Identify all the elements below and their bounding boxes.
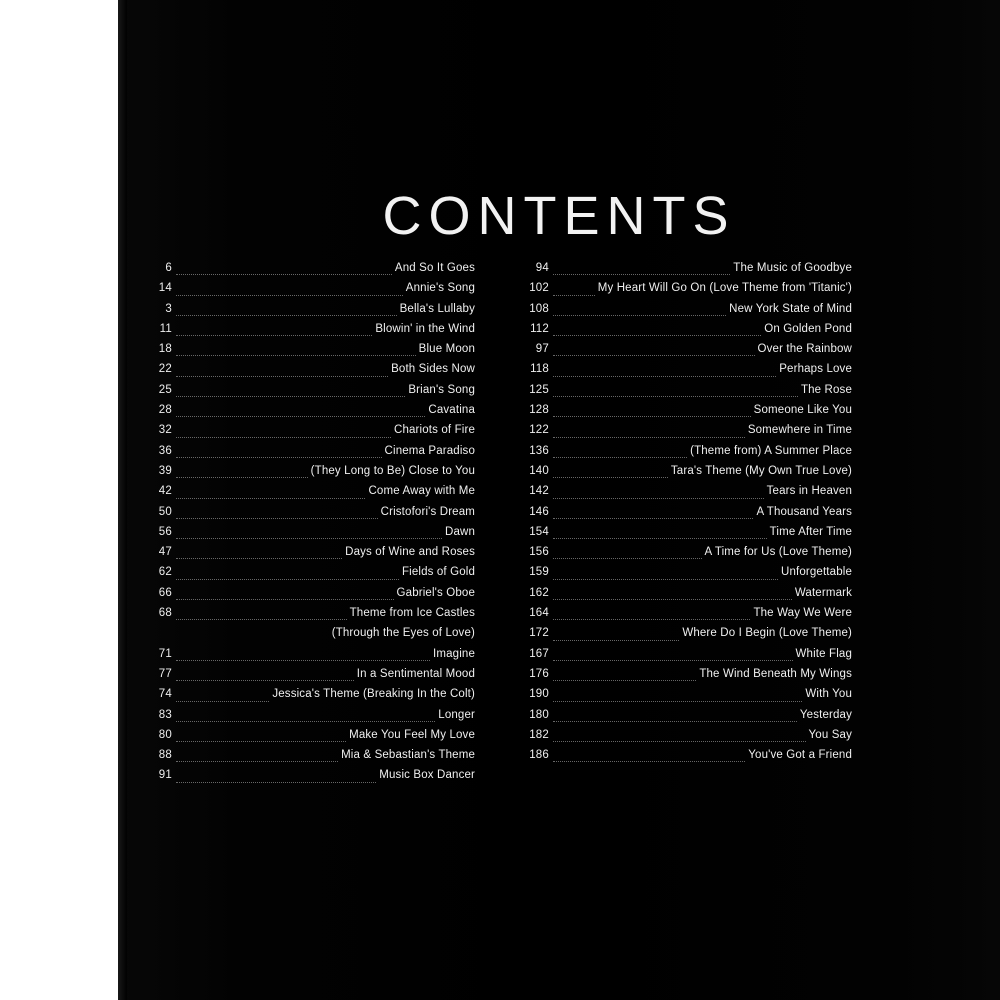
entry-title: Dawn [444, 525, 475, 538]
contents-entry[interactable] [527, 461, 852, 481]
entry-dot-leader [553, 578, 778, 580]
contents-entry[interactable] [150, 299, 475, 319]
entry-page-number: 80 [158, 728, 172, 741]
entry-dot-leader [553, 476, 668, 478]
entry-dot-leader [176, 456, 382, 458]
entry-title: Over the Rainbow [757, 343, 852, 356]
entry-dot-leader [176, 578, 399, 580]
entry-title: Blowin' in the Wind [375, 322, 475, 335]
entry-dot-leader [176, 740, 346, 742]
entry-dot-leader [176, 476, 308, 478]
entry-title: Make You Feel My Love [349, 728, 475, 741]
contents-entry[interactable] [150, 522, 475, 542]
entry-dot-leader [553, 334, 761, 336]
entry-page-number: 164 [529, 607, 549, 620]
entry-title: Cinema Paradiso [384, 444, 475, 457]
entry-title: Bella's Lullaby [399, 302, 475, 315]
entry-title: Come Away with Me [368, 485, 475, 498]
entry-page-number: 128 [529, 404, 549, 417]
entry-dot-leader [176, 618, 347, 620]
entry-title: And So It Goes [394, 262, 475, 274]
entry-dot-leader [176, 760, 338, 762]
entry-page-number: 190 [529, 688, 549, 701]
entry-page-number: 136 [529, 444, 549, 457]
entry-page-number: 125 [529, 383, 549, 396]
entry-title: The Rose [800, 383, 852, 396]
entry-title: Cavatina [428, 404, 475, 417]
entry-title: Someone Like You [753, 404, 852, 417]
entry-dot-leader [176, 395, 405, 397]
entry-title: Jessica's Theme (Breaking In the Colt) [272, 688, 475, 701]
entry-title: (They Long to Be) Close to You [310, 464, 475, 477]
entry-page-number: 112 [530, 322, 549, 335]
contents-entry[interactable] [527, 481, 852, 501]
entry-page-number: 88 [158, 749, 172, 762]
entry-dot-leader [553, 639, 679, 641]
contents-entry[interactable] [150, 400, 475, 420]
entry-dot-leader [553, 679, 696, 681]
contents-columns [150, 258, 970, 786]
entry-dot-leader [176, 517, 378, 519]
entry-title: Tara's Theme (My Own True Love) [670, 464, 852, 477]
entry-page-number: 83 [158, 708, 172, 721]
entry-page-number: 32 [158, 424, 172, 437]
contents-entry[interactable] [527, 441, 852, 461]
entry-dot-leader [176, 294, 403, 296]
entry-dot-leader [176, 415, 425, 417]
contents-entry[interactable] [150, 502, 475, 522]
contents-entry[interactable] [150, 441, 475, 461]
page-title: CONTENTS [382, 186, 736, 246]
entry-title: Unforgettable [781, 566, 852, 579]
entry-page-number: 97 [535, 343, 549, 356]
contents-entry[interactable] [150, 258, 475, 278]
contents-entry[interactable] [527, 339, 852, 359]
entry-dot-leader [176, 497, 365, 499]
entry-page-number: 159 [529, 566, 549, 579]
entry-page-number: 14 [158, 282, 172, 295]
contents-entry[interactable] [527, 380, 852, 400]
entry-page-number: 47 [158, 546, 172, 559]
contents-entry[interactable] [150, 461, 475, 481]
entry-page-number: 36 [158, 444, 172, 457]
entry-title: Yesterday [799, 708, 852, 721]
contents-entry[interactable] [527, 644, 852, 664]
contents-entry[interactable] [150, 603, 475, 644]
entry-page-number: 6 [165, 262, 172, 274]
entry-title: On Golden Pond [764, 322, 852, 335]
entry-page-number: 25 [158, 383, 172, 396]
entry-dot-leader [553, 375, 776, 377]
contents-entry[interactable] [527, 664, 852, 684]
entry-page-number: 3 [165, 302, 172, 315]
entry-page-number: 176 [529, 667, 549, 680]
entry-title: Longer [438, 708, 475, 721]
contents-entry[interactable] [150, 481, 475, 501]
entry-page-number: 180 [529, 708, 549, 721]
entry-title: My Heart Will Go On (Love Theme from 'Titanic') [597, 282, 852, 295]
entry-title: The Music of Goodbye [733, 262, 852, 274]
entry-page-number: 91 [158, 769, 172, 782]
entry-title: Brian's Song [408, 383, 475, 396]
entry-dot-leader [553, 537, 767, 539]
contents-entry[interactable] [527, 745, 852, 765]
entry-title: A Time for Us (Love Theme) [704, 546, 852, 559]
entry-page-number: 156 [529, 546, 549, 559]
entry-title: Theme from Ice Castles [349, 607, 475, 620]
entry-dot-leader [553, 720, 797, 722]
entry-page-number: 118 [530, 363, 549, 376]
contents-entry[interactable] [527, 420, 852, 440]
contents-entry[interactable] [150, 583, 475, 603]
contents-entry[interactable] [150, 319, 475, 339]
contents-entry[interactable] [527, 522, 852, 542]
entry-dot-leader [176, 700, 269, 702]
entry-title: The Way We Were [753, 607, 852, 620]
entry-dot-leader [176, 720, 435, 722]
entry-title: Gabriel's Oboe [396, 586, 475, 599]
contents-entry[interactable] [150, 359, 475, 379]
entry-title: Music Box Dancer [379, 769, 475, 782]
entry-page-number: 66 [158, 586, 172, 599]
entry-dot-leader [176, 334, 372, 336]
contents-entry[interactable] [527, 603, 852, 623]
entry-title: Mia & Sebastian's Theme [341, 749, 475, 762]
entry-page-number: 154 [529, 525, 549, 538]
entry-title: Imagine [433, 647, 475, 660]
entry-page-number: 146 [529, 505, 549, 518]
entry-dot-leader [553, 659, 793, 661]
entry-page-number: 62 [158, 566, 172, 579]
contents-entry[interactable] [150, 644, 475, 664]
entry-page-number: 22 [158, 363, 172, 376]
entry-dot-leader [553, 618, 750, 620]
contents-entry[interactable] [150, 705, 475, 725]
entry-page-number: 102 [529, 282, 549, 295]
entry-page-number: 18 [158, 343, 172, 356]
contents-entry[interactable] [527, 359, 852, 379]
entry-page-number: 39 [158, 464, 172, 477]
entry-page-number: 56 [158, 525, 172, 538]
entry-title: New York State of Mind [729, 302, 852, 315]
entry-page-number: 68 [158, 607, 172, 620]
entry-dot-leader [176, 537, 442, 539]
contents-entry[interactable] [527, 705, 852, 725]
entry-dot-leader [553, 598, 792, 600]
contents-entry[interactable] [527, 278, 852, 298]
entry-dot-leader [176, 273, 392, 275]
contents-entry[interactable] [150, 664, 475, 684]
entry-dot-leader [553, 497, 764, 499]
entry-dot-leader [176, 314, 397, 316]
entry-title: Tears in Heaven [766, 485, 852, 498]
entry-dot-leader [553, 436, 745, 438]
entry-title: Annie's Song [405, 282, 475, 295]
contents-entry[interactable] [150, 420, 475, 440]
entry-title-continued: (Through the Eyes of Love) [331, 627, 475, 640]
entry-title: With You [805, 688, 852, 701]
entry-dot-leader [176, 679, 354, 681]
entry-page-number: 94 [535, 262, 549, 274]
entry-page-number: 140 [529, 464, 549, 477]
entry-page-number: 50 [158, 505, 172, 518]
entry-title: Days of Wine and Roses [345, 546, 475, 559]
contents-entry[interactable] [150, 339, 475, 359]
contents-entry[interactable] [527, 583, 852, 603]
entry-title: Chariots of Fire [393, 424, 475, 437]
entry-dot-leader [176, 436, 391, 438]
contents-entry[interactable] [527, 502, 852, 522]
entry-dot-leader [553, 314, 726, 316]
contents-entry[interactable] [150, 562, 475, 582]
contents-entry[interactable] [150, 542, 475, 562]
entry-page-number: 142 [529, 485, 549, 498]
entry-page-number: 167 [529, 647, 549, 660]
entry-page-number: 122 [529, 424, 549, 437]
entry-title: Watermark [794, 586, 852, 599]
entry-page-number: 186 [529, 749, 549, 762]
contents-entry[interactable] [150, 745, 475, 765]
contents-entry[interactable] [150, 380, 475, 400]
entry-title: Fields of Gold [401, 566, 475, 579]
entry-title: The Wind Beneath My Wings [699, 667, 852, 680]
entry-dot-leader [553, 273, 730, 275]
entry-title: You've Got a Friend [748, 749, 852, 762]
entry-title: A Thousand Years [756, 505, 852, 518]
entry-page-number: 74 [158, 688, 172, 701]
contents-entry[interactable] [150, 725, 475, 745]
entry-title: Time After Time [769, 525, 852, 538]
contents-entry[interactable] [150, 684, 475, 704]
entry-title: Perhaps Love [779, 363, 852, 376]
contents-entry[interactable] [150, 278, 475, 298]
entry-dot-leader [176, 598, 394, 600]
entry-dot-leader [553, 415, 751, 417]
entry-dot-leader [553, 740, 806, 742]
contents-entry[interactable] [527, 258, 852, 278]
entry-page-number: 71 [158, 647, 172, 660]
entry-page-number: 42 [158, 485, 172, 498]
entry-dot-leader [553, 760, 745, 762]
entry-title: Blue Moon [418, 343, 475, 356]
contents-entry[interactable] [527, 542, 852, 562]
contents-entry[interactable] [527, 319, 852, 339]
book-binding-edge [118, 0, 127, 1000]
entry-dot-leader [553, 700, 802, 702]
entry-dot-leader [553, 395, 798, 397]
entry-dot-leader [553, 456, 687, 458]
entry-title: In a Sentimental Mood [356, 667, 475, 680]
entry-dot-leader [553, 517, 753, 519]
contents-entry[interactable] [527, 725, 852, 745]
entry-page-number: 162 [529, 586, 549, 599]
entry-dot-leader [176, 557, 342, 559]
entry-dot-leader [553, 294, 595, 296]
entry-dot-leader [176, 781, 376, 783]
contents-entry[interactable] [527, 562, 852, 582]
entry-page-number: 108 [529, 302, 549, 315]
contents-entry[interactable] [150, 765, 475, 785]
entry-dot-leader [553, 557, 702, 559]
entry-title: Where Do I Begin (Love Theme) [682, 627, 852, 640]
contents-column-right [527, 258, 852, 786]
entry-dot-leader [176, 659, 430, 661]
contents-entry[interactable] [527, 684, 852, 704]
contents-entry[interactable] [527, 623, 852, 643]
entry-page-number: 182 [529, 728, 549, 741]
contents-column-left [150, 258, 475, 786]
entry-dot-leader [176, 375, 388, 377]
entry-page-number: 172 [529, 627, 549, 640]
entry-title: Both Sides Now [391, 363, 475, 376]
entry-dot-leader [553, 354, 755, 356]
contents-entry[interactable] [527, 400, 852, 420]
entry-title: Somewhere in Time [747, 424, 852, 437]
entry-page-number: 77 [158, 667, 172, 680]
entry-title: You Say [808, 728, 852, 741]
entry-title: Cristofori's Dream [380, 505, 475, 518]
entry-dot-leader [176, 354, 416, 356]
contents-entry[interactable] [527, 299, 852, 319]
entry-page-number: 11 [159, 322, 172, 335]
entry-title: White Flag [795, 647, 852, 660]
entry-page-number: 28 [158, 404, 172, 417]
entry-title: (Theme from) A Summer Place [690, 444, 852, 457]
